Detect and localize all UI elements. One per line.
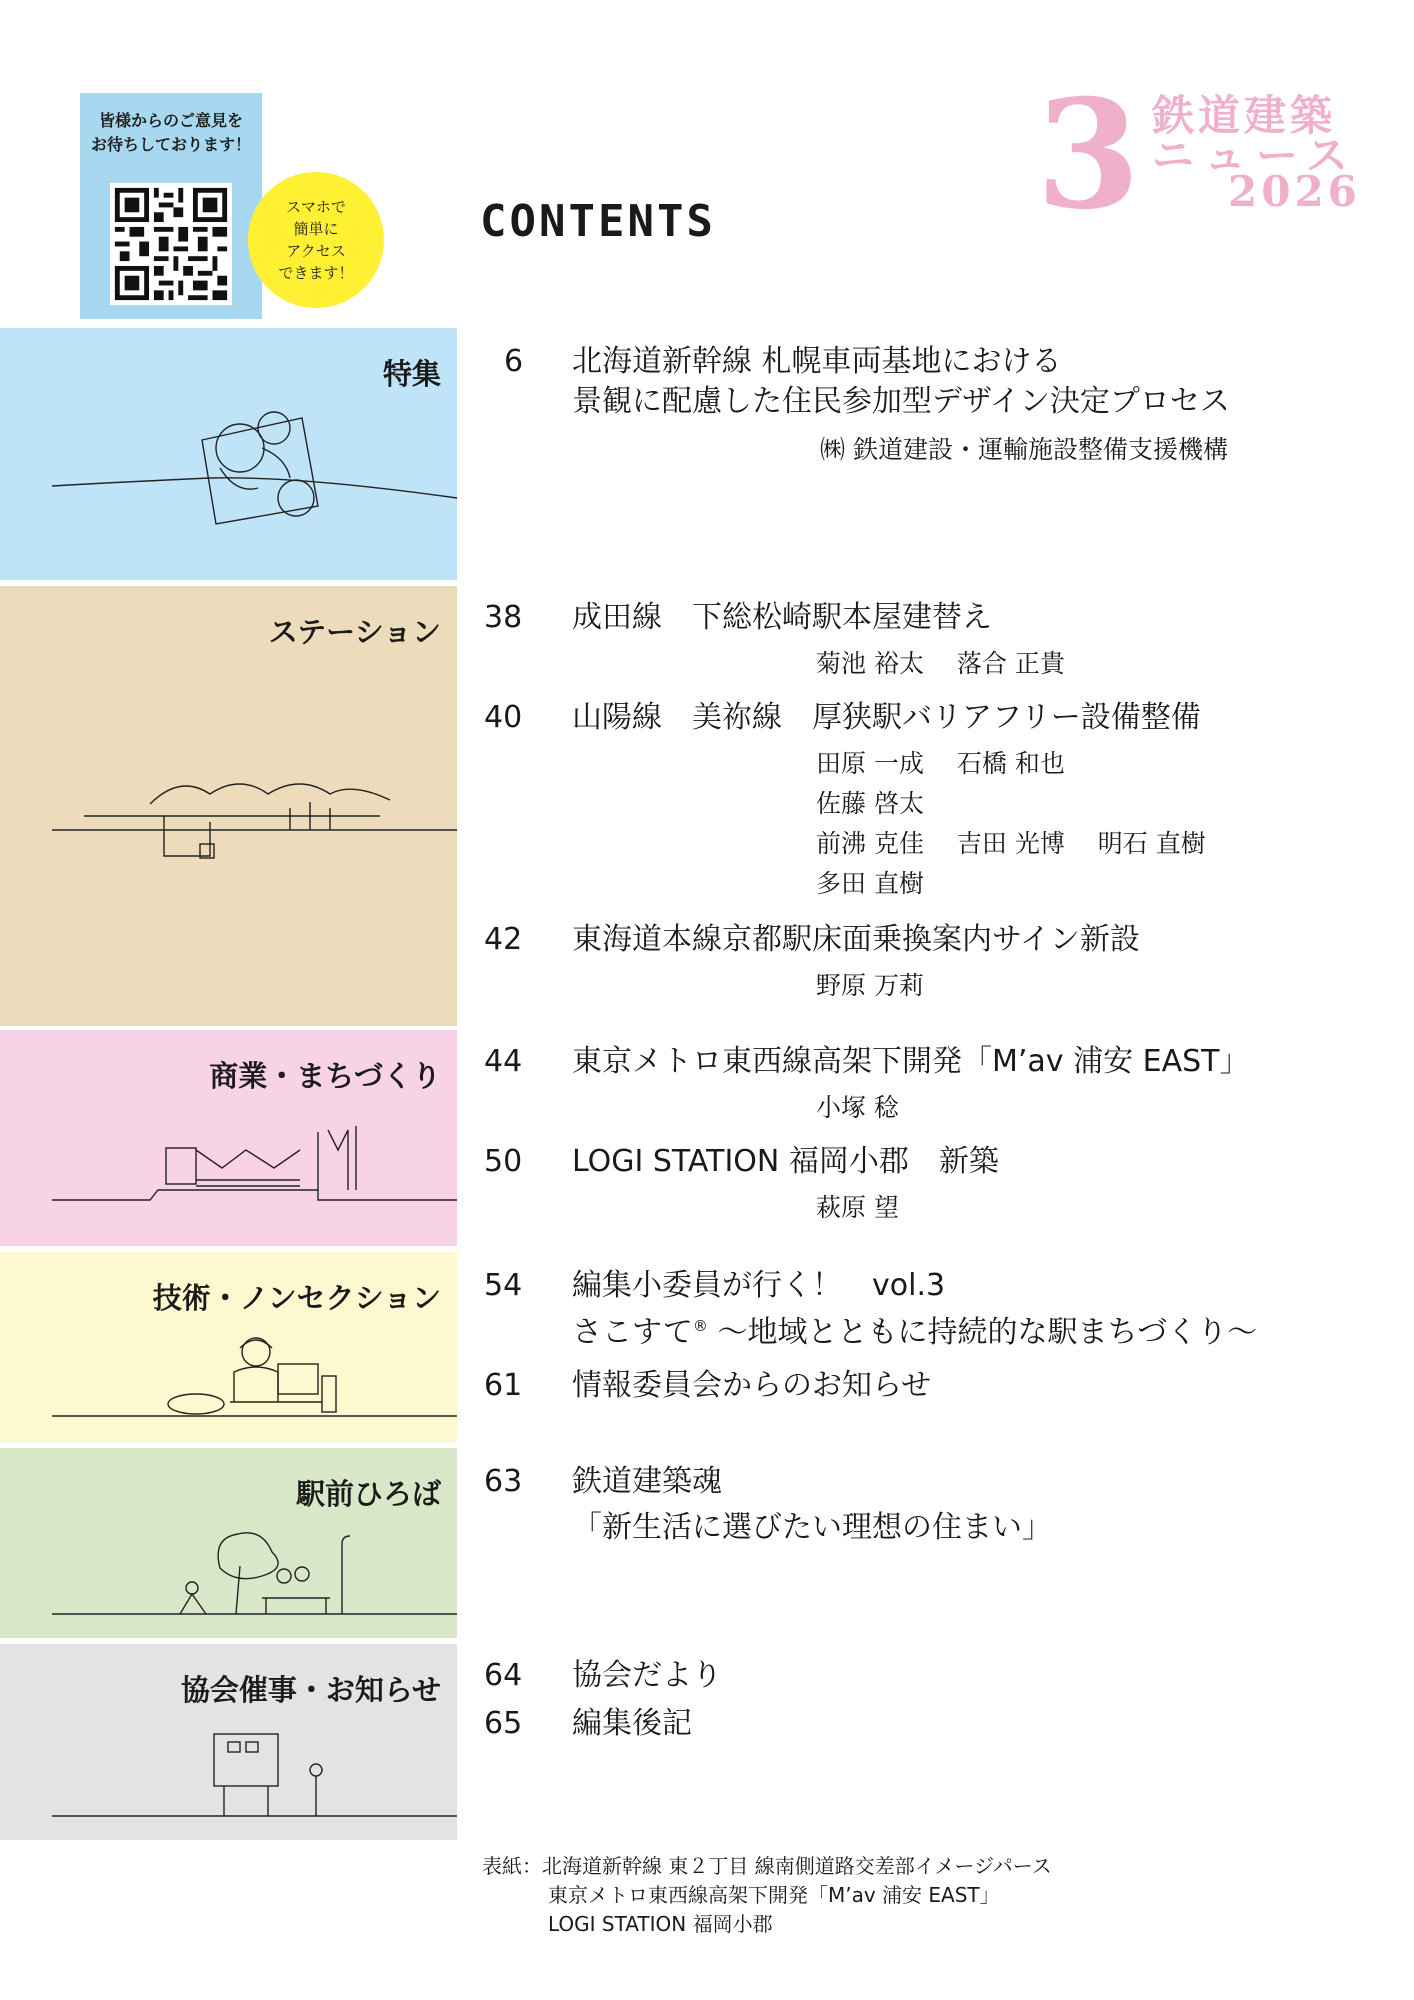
section-label-station: ステーション [268, 615, 441, 649]
entry-page-number: 61 [484, 1368, 523, 1403]
entry-title[interactable]: 東海道本線京都駅床面乗換案内サイン新設 [572, 922, 1140, 957]
section-label-feature: 特集 [382, 357, 441, 391]
section-band-association [0, 1644, 457, 1840]
section-label-plaza: 駅前ひろば [295, 1477, 441, 1511]
entry-author: 萩原 望 [816, 1193, 899, 1222]
section-label-technology: 技術・ノンセクション [152, 1281, 441, 1315]
entry-title[interactable]: 景観に配慮した住民参加型デザイン決定プロセス [572, 384, 1230, 419]
issue-year: 2026 [1228, 167, 1361, 216]
entry-page-number: 40 [484, 700, 523, 735]
entry-page-number: 54 [484, 1268, 523, 1303]
entry-page-number: 44 [484, 1044, 523, 1079]
entry-author: 多田 直樹 [816, 869, 924, 898]
qr-message: 皆様からのご意見を お待ちしております！ [90, 111, 251, 154]
magazine-title-line1: 鉄道建築 [1152, 91, 1337, 140]
magazine-title-line2: ニュース [1152, 131, 1358, 180]
entry-page-number: 42 [484, 922, 523, 957]
issue-number: 3 [1036, 67, 1141, 243]
entry-title-line2[interactable]: さこすて® ～地域とともに持続的な駅まちづくり～ [572, 1315, 1258, 1350]
qr-bubble: スマホで 簡単に アクセス できます！ [248, 172, 384, 308]
entry-title[interactable]: 情報委員会からのお知らせ [572, 1368, 932, 1403]
qr-code[interactable] [110, 183, 232, 305]
entry-title[interactable]: 北海道新幹線 札幌車両基地における [572, 344, 1062, 379]
entry-author: ㈱ 鉄道建設・運輸施設整備支援機構 [820, 435, 1228, 464]
entry-title[interactable]: LOGI STATION 福岡小郡 新築 [572, 1144, 999, 1179]
entry-page-number: 6 [504, 344, 524, 379]
station-building-illustration [0, 586, 457, 1026]
entry-title[interactable]: 編集小委員が行く！ vol.3 [572, 1268, 946, 1303]
qr-code-icon [110, 183, 232, 305]
entry-title[interactable]: 鉄道建築魂 [572, 1464, 722, 1499]
entry-title[interactable]: 山陽線 美祢線 厚狭駅バリアフリー設備整備 [572, 700, 1201, 735]
cover-credits: 表紙：北海道新幹線 東２丁目 線南側道路交差部イメージパース 東京メトロ東西線高架下開発「M’av 浦安 EAST」 LOGI STATION 福岡小郡 [482, 1854, 1052, 1936]
entry-page-number: 63 [484, 1464, 523, 1499]
section-label-association: 協会催事・お知らせ [180, 1673, 441, 1707]
entry-author: 野原 万莉 [816, 971, 924, 1000]
entry-page-number: 38 [484, 600, 523, 635]
section-label-commerce: 商業・まちづくり [209, 1059, 441, 1093]
entry-author: 佐藤 啓太 [816, 789, 924, 818]
entry-page-number: 64 [484, 1658, 523, 1693]
entry-title[interactable]: 協会だより [572, 1658, 722, 1693]
section-band-station [0, 586, 457, 1026]
entry-title[interactable]: 成田線 下総松崎駅本屋建替え [572, 600, 992, 635]
entry-title[interactable]: 東京メトロ東西線高架下開発「M’av 浦安 EAST」 [572, 1044, 1250, 1079]
entry-page-number: 65 [484, 1706, 523, 1741]
section-band-commerce [0, 1030, 457, 1246]
entry-title[interactable]: 編集後記 [572, 1706, 692, 1741]
qr-feedback-box [80, 93, 262, 319]
section-band-feature [0, 328, 457, 580]
section-band-technology [0, 1252, 457, 1442]
entry-subtitle[interactable]: 「新生活に選びたい理想の住まい」 [572, 1510, 1052, 1545]
entry-author: 田原 一成 石橋 和也 [816, 749, 1065, 778]
entry-author: 小塚 稔 [816, 1093, 899, 1122]
contents-title: CONTENTS [480, 196, 716, 247]
entry-page-number: 50 [484, 1144, 523, 1179]
registered-mark: ® [692, 1317, 708, 1335]
entry-author: 前沸 克佳 吉田 光博 明石 直樹 [816, 829, 1206, 858]
entry-author: 菊池 裕太 落合 正貴 [816, 649, 1065, 678]
section-band-plaza [0, 1448, 457, 1638]
